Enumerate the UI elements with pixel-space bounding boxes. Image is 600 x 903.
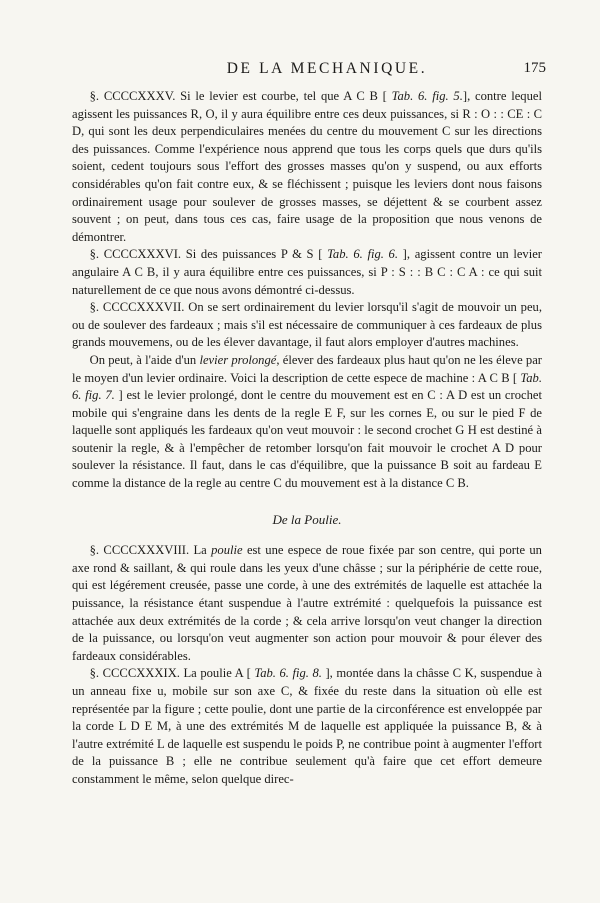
text-run: ], montée dans la châsse C K, suspendue à un anneau fixe u, mobile sur son axe C, & fixée du reste dans la situation où elle est représentée par la figure ; cette poulie, dont une partie de la circonférence est enveloppée par la corde L D E M, à une des extrémités M de laquelle est appliquée la puissance B, & à l'autre extrémité L de laquelle est suspendu le poids P, ne contribue point à augmenter l'effort de la puissance B ; elle ne contribue seulement qu'à faire que cet effort demeure constamment le même, selon quelque direc- bbox=[72, 666, 542, 786]
text-run: §. CCCCXXXVI. Si des puissances P & S [ bbox=[89, 247, 328, 262]
text-run: , élever des fardeaux plus haut qu'on ne les éleve par le moyen d'un levier ordinaire. Voici la description de cette espece de machine : A C B [ bbox=[72, 352, 542, 385]
italic-run: Tab. 6. fig. 7. bbox=[72, 370, 542, 403]
text-run: §. CCCCXXXV. Si le levier est courbe, tel que A C B [ bbox=[89, 89, 392, 103]
text-run: §. CCCCXXXVIII. La bbox=[89, 543, 212, 558]
italic-run: Tab. 6. fig. 8. bbox=[254, 666, 322, 681]
text-run: est une espece de roue fixée par son centre, qui porte un axe rond & saillant, & qui roule dans les yeux d'une châsse ; sur la périphérie de cette roue, qui est légérement creusée, passe une corde, à une des extrémités de laquelle est attachée la puissance, la résistance étant suspendue à l'autre extrémité : quelquefois la puissance est attachée aux deux extrémités de la corde ; & cela arrive lorsqu'on veut changer la direction de la puissance, ou lorsqu'on veut augmenter son action pour mouvoir & pour élever des fardeaux considérables. bbox=[72, 543, 542, 663]
section-heading: De la Poulie. bbox=[272, 511, 342, 527]
text-run: §. CCCCXXXVII. On se sert ordinairement du levier lorsqu'il s'agit de mouvoir un peu, ou de soulever des fardeaux ; mais s'il est nécessaire de communiquer à ces fardeaux de plus grands mouvemens, ou de les élever davantage, il faut alors employer d'autres machines. bbox=[72, 300, 542, 350]
italic-run: Tab. 6. fig. 6. bbox=[327, 247, 399, 262]
running-head bbox=[72, 60, 546, 88]
text-run: ], contre lequel agissent les puissances R, O, il y aura équilibre entre ces deux puissances, si R : O : : CE : C D, qui sont les deux perpendiculaires menées du centre du mouvement C sur les directions des puissances. Comme l'expérience nous apprend que tous les corps quels que durs qu'ils soient, cedent toujours sous l'effort des grosses masses qu'on y suspend, ou aux efforts considérables qu'on fait contre eux, & se fléchissent ; puisque les leviers dont nous faisons ordinairement usage pour soulever de grosses masses, se déjettent & se courbent assez souvent ; on peut, dans tous ces cas, faire usage de la proposition que nous venons de démontrer. bbox=[72, 89, 542, 244]
paragraph-p437b bbox=[72, 352, 542, 493]
paragraph-p435 bbox=[72, 88, 542, 246]
italic-run: levier prolongé bbox=[199, 352, 277, 367]
text-run: On peut, à l'aide d'un bbox=[89, 352, 200, 367]
paragraph-p438 bbox=[72, 542, 542, 665]
page-number: 175 bbox=[523, 60, 546, 76]
paragraph-group-1 bbox=[72, 88, 542, 493]
text-run: ] est le levier prolongé, dont le centre du mouvement est en C : A D est un crochet mobile qui s'engraine dans les dents de la regle E F, sur les cornes E, ou sur le pied F de laquelle sont appliqués les fardeaux qu'on veut mouvoir : le second crochet G H est destiné à soutenir la regle, & à l'empêcher de retomber lorsqu'on fait mouvoir le crochet A D pour soulever la résistance. Il faut, dans le cas d'équilibre, que la puissance B soit au fardeau E comme la distance de la regle au centre C du mouvement est à la distance C B. bbox=[72, 388, 542, 491]
italic-run: poulie bbox=[211, 543, 243, 558]
running-title: DE LA MECHANIQUE. bbox=[226, 60, 428, 77]
paragraph-p439 bbox=[72, 665, 542, 788]
paragraph-p437 bbox=[72, 299, 542, 352]
paragraph-p436 bbox=[72, 246, 542, 299]
text-run: §. CCCCXXXIX. La poulie A [ bbox=[89, 666, 255, 681]
italic-run: Tab. 6. fig. 5. bbox=[391, 89, 463, 103]
text-run: ], agissent contre un levier angulaire A C B, il y aura équilibre entre ces puissances, si P : S : : B C : C A : ce qui suit naturellement de ce que nous avons démontré ci-dessus. bbox=[72, 247, 542, 297]
paragraph-group-2 bbox=[72, 542, 542, 788]
body-text bbox=[72, 88, 542, 789]
